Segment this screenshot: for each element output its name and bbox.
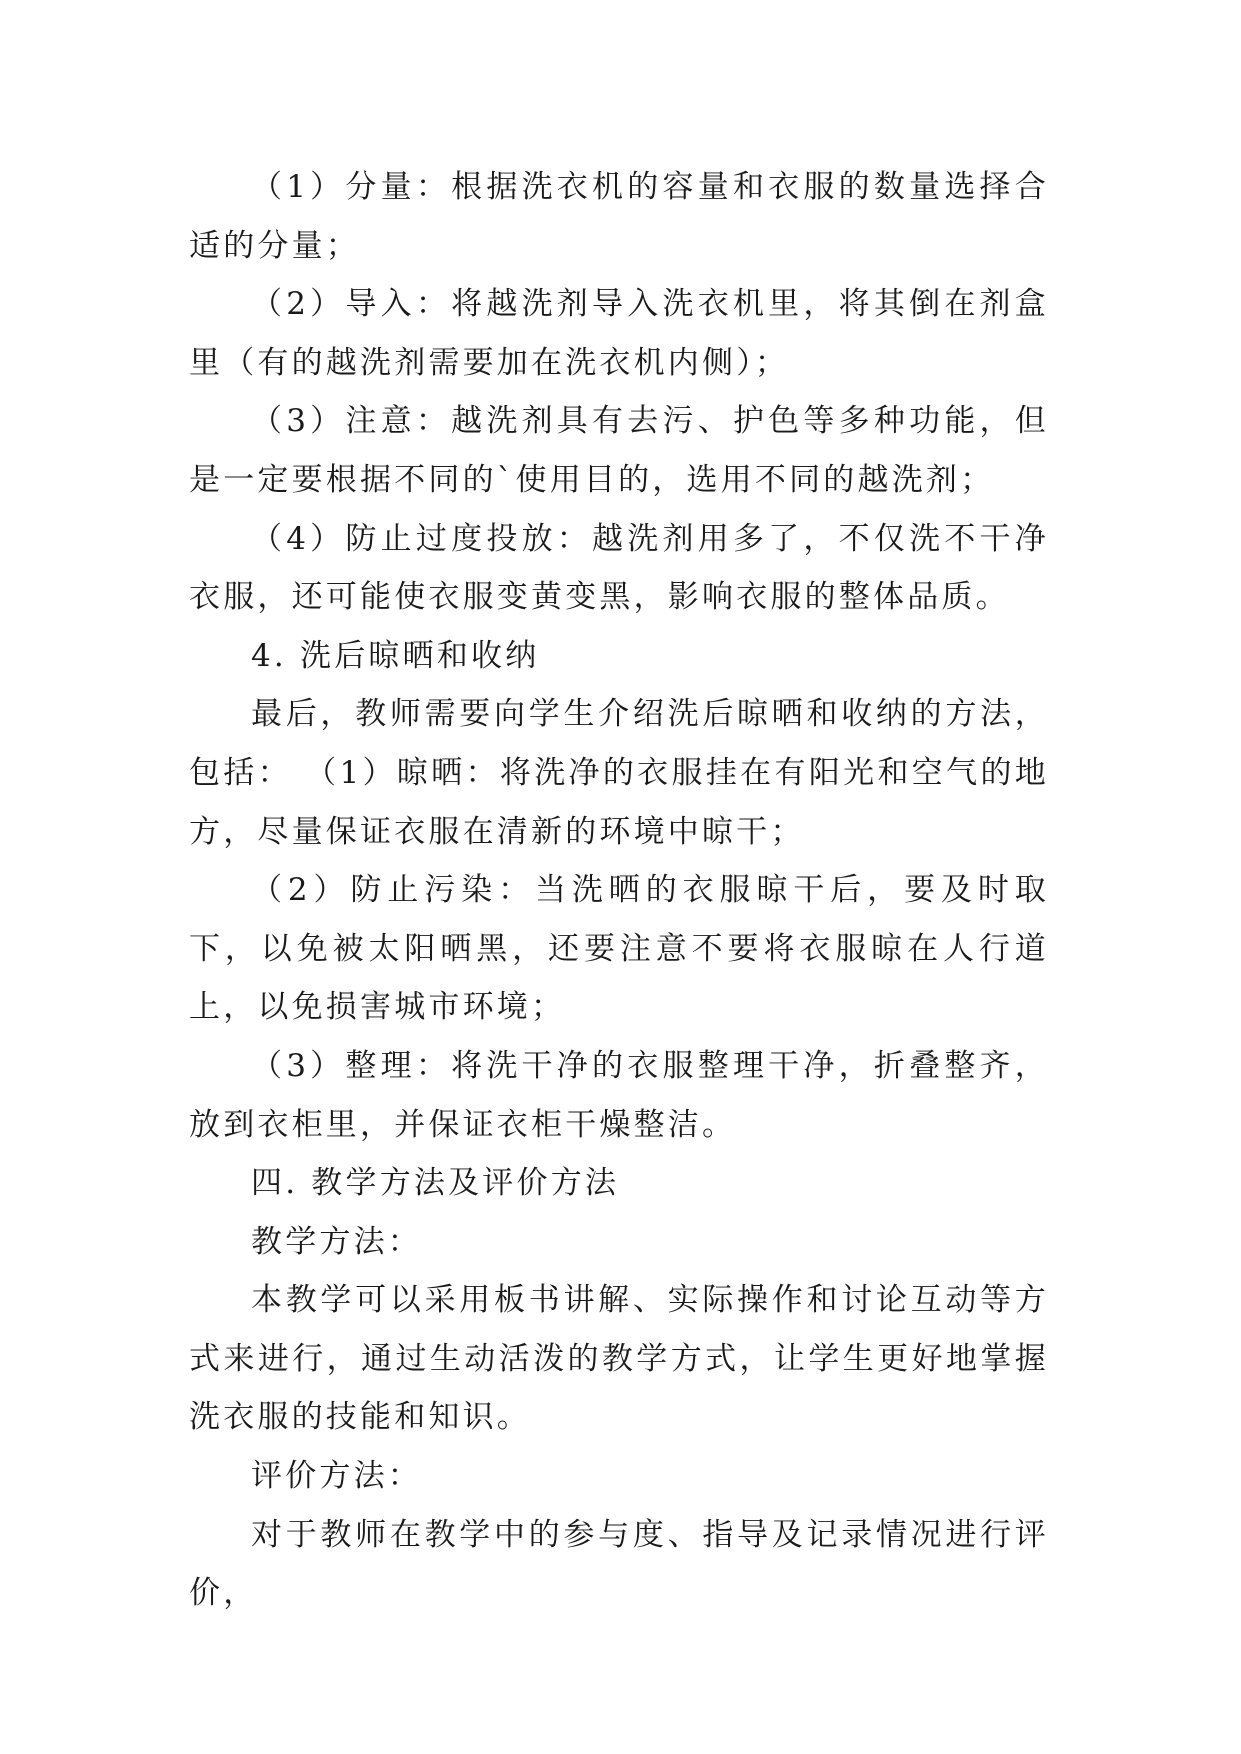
paragraph: 对于教师在教学中的参与度、指导及记录情况进行评价，	[189, 1516, 1049, 1612]
paragraph: （3）注意：越洗剂具有去污、护色等多种功能，但是一定要根据不同的`使用目的，选用不同的越洗剂；	[189, 403, 1049, 498]
section-heading: 四. 教学方法及评价方法	[251, 1165, 620, 1202]
paragraph: （3）整理：将洗干净的衣服整理干净，折叠整齐，放到衣柜里，并保证衣柜干燥整洁。	[189, 1047, 1049, 1143]
paragraph: （4）防止过度投放：越洗剂用多了，不仅洗不干净衣服，还可能使衣服变黄变黑，影响衣服的整体品质。	[189, 520, 1049, 616]
document-body	[189, 158, 1049, 1623]
section-heading: 4. 洗后晾晒和收纳	[251, 637, 540, 674]
paragraph: 最后，教师需要向学生介绍洗后晾晒和收纳的方法，包括： （1）晾晒：将洗净的衣服挂在有阳光和空气的地方，尽量保证衣服在清新的环境中晾干；	[189, 696, 1049, 850]
subheading: 评价方法：	[251, 1458, 422, 1495]
paragraph: （2）导入：将越洗剂导入洗衣机里，将其倒在剂盒里（有的越洗剂需要加在洗衣机内侧）；	[189, 286, 1049, 381]
paragraph: 本教学可以采用板书讲解、实际操作和讨论互动等方式来进行，通过生动活泼的教学方式，让学生更好地掌握洗衣服的技能和知识。	[189, 1282, 1049, 1436]
subheading: 教学方法：	[251, 1223, 422, 1260]
paragraph: （1）分量：根据洗衣机的容量和衣服的数量选择合适的分量；	[189, 169, 1049, 264]
paragraph: （2）防止污染：当洗晒的衣服晾干后，要及时取下，以免被太阳晒黑，还要注意不要将衣服晾在人行道上，以免损害城市环境；	[189, 872, 1049, 1026]
